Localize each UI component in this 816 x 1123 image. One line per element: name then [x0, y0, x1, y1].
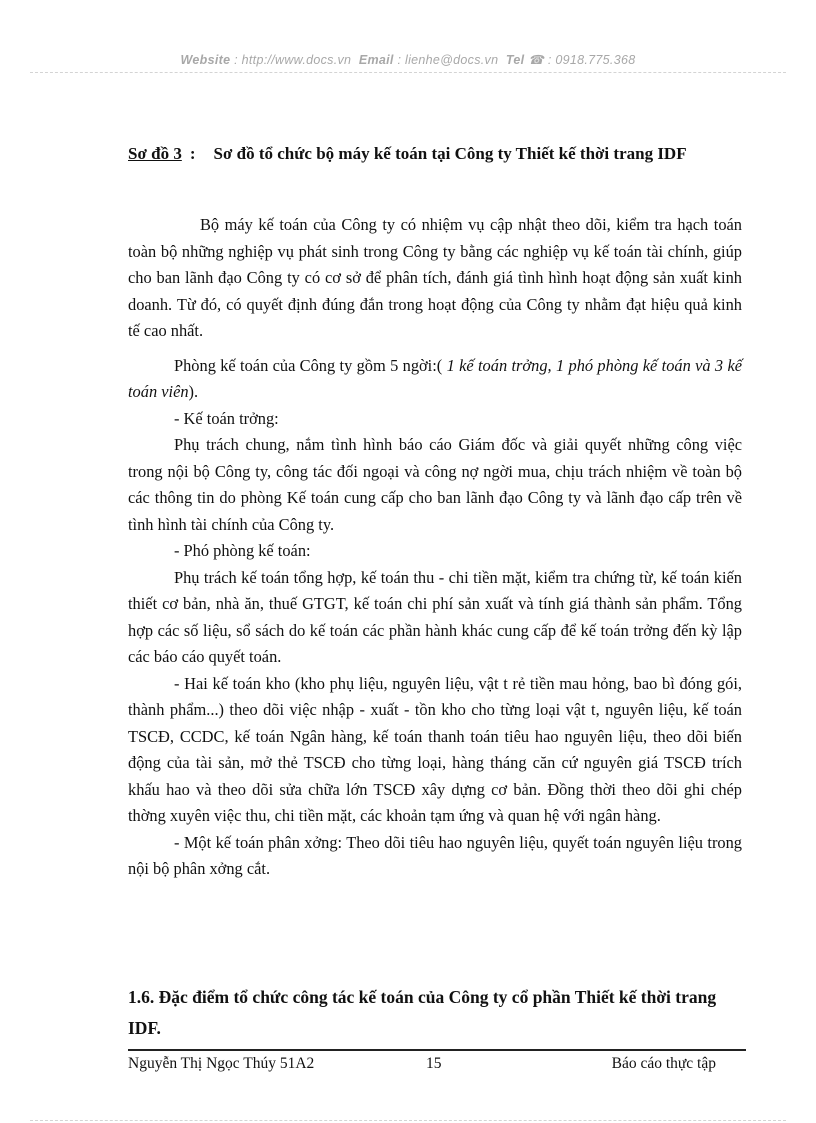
footer-report-title: Báo cáo thực tập — [611, 1055, 716, 1072]
footer-rule — [128, 1049, 746, 1051]
deputy-duties: Phụ trách kế toán tổng hợp, kế toán thu - chi tiền mặt, kiểm tra chứng từ, kế toán kiến thiết cơ bản, nhà ăn, thuế GTGT, kế toán chi phí sản xuất và tính giá thành sản phẩm. Tổng hợp các số liệu, sổ sách do kế toán các phần hành khác cung cấp để kế toán trởng đến kỳ lập các báo cáo quyết toán. — [128, 567, 742, 666]
website-url[interactable]: : http://www.docs.vn — [234, 53, 352, 67]
diagram-title — [128, 144, 768, 164]
tel-label: Tel — [505, 53, 525, 67]
page-footer — [128, 1055, 746, 1079]
header-divider — [30, 72, 786, 73]
workshop-accountant: - Một kế toán phân xởng: Theo dõi tiêu hao nguyên liệu, quyết toán nguyên liệu trong nội bộ phân xởng cắt. — [128, 832, 742, 878]
chief-accountant-heading: - Kế toán trởng: — [174, 408, 279, 428]
chief-accountant-duties: Phụ trách chung, nắm tình hình báo cáo Giám đốc và giải quyết những công việc trong nội bộ Công ty, công tác đối ngoại và công nợ ngời mua, chịu trách nhiệm về toàn bộ các thông tin do phòng Kế toán cung cấp cho ban lãnh đạo Công ty và lãnh đạo cấp trên về tình hình tài chính của Công ty. — [128, 435, 742, 534]
warehouse-accountants: - Hai kế toán kho (kho phụ liệu, nguyên liệu, vật t rẻ tiền mau hỏng, bao bì đóng gói, thành phẩm...) theo dõi việc nhập - xuất - tồn kho cho từng loại vật t, nguyên liệu, kế toán TSCĐ, CCDC, kế toán Ngân hàng, kế toán thanh toán tiêu hao nguyên liệu, theo dõi biến động của tài sản, mở thẻ TSCĐ cho từng loại, hàng tháng căn cứ nguyên giá TSCĐ trích khấu hao và theo dõi sửa chữa lớn TSCĐ xây dựng cơ bản. Đồng thời theo dõi ghi chép thờng xuyên việc thu, chi tiền mặt, các khoản tạm ứng và quan hệ với ngân hàng. — [128, 673, 742, 825]
intro-paragraph: Bộ máy kế toán của Công ty có nhiệm vụ cập nhật theo dõi, kiểm tra hạch toán toàn bộ những nghiệp vụ phát sinh trong Công ty bằng các nghiệp vụ kế toán tài chính, giúp cho ban lãnh đạo Công ty có cơ sở để phân tích, đánh giá tình hình hoạt động sản xuất kinh doanh. Từ đó, có quyết định đúng đắn trong hoạt động của Công ty nhằm đạt hiệu quả kinh tế cao nhất. — [128, 215, 742, 340]
tel-number: : 0918.775.368 — [547, 53, 636, 67]
diagram-label: Sơ đồ 3 — [128, 144, 182, 163]
email-label: Email — [358, 53, 394, 67]
diagram-separator: : — [189, 144, 196, 163]
email-address[interactable]: : lienhe@docs.vn — [397, 53, 499, 67]
footer-divider — [30, 1120, 786, 1121]
staff-composition: 1 kế toán trởng, 1 phó phòng kế toán và 3 kế toán viên — [128, 355, 742, 401]
staff-lead: Phòng kế toán của Công ty gồm 5 ngời:( — [174, 355, 443, 375]
phone-icon: ☎ — [528, 53, 545, 67]
staff-paragraph — [128, 353, 742, 406]
diagram-title-text: Sơ đồ tổ chức bộ máy kế toán tại Công ty Thiết kế thời trang IDF — [213, 144, 687, 163]
page-number: 15 — [426, 1055, 442, 1072]
document-body — [128, 212, 742, 883]
deputy-heading: - Phó phòng kế toán: — [174, 541, 311, 560]
section-heading: 1.6. Đặc điểm tổ chức công tác kế toán của Công ty cổ phần Thiết kế thời trang IDF. — [128, 987, 717, 1038]
website-header — [0, 52, 816, 67]
footer-author: Nguyễn Thị Ngọc Thúy 51A2 — [128, 1055, 315, 1072]
website-label: Website — [180, 53, 231, 67]
staff-end: ). — [188, 382, 199, 401]
